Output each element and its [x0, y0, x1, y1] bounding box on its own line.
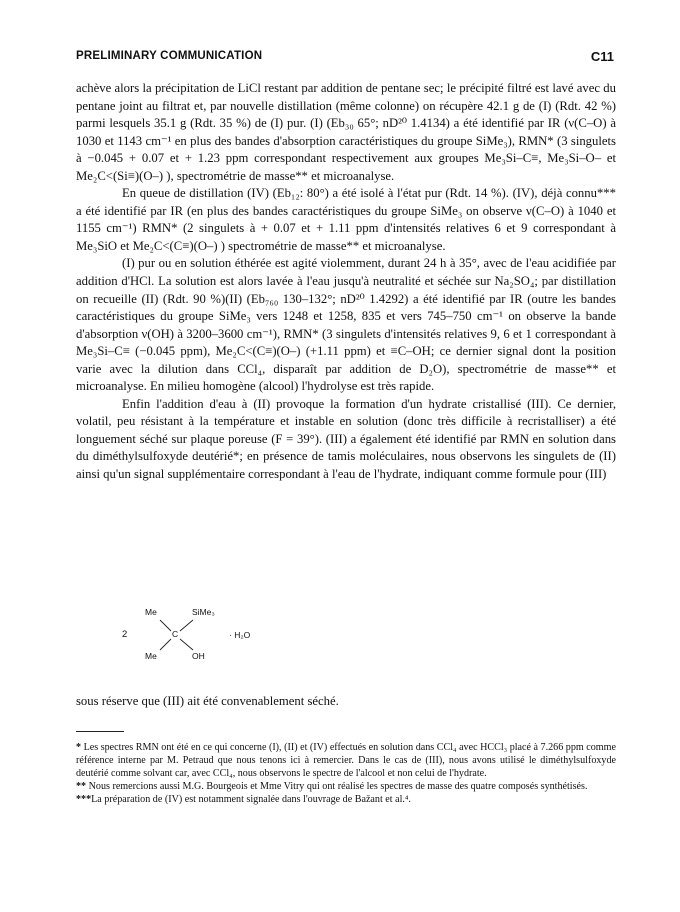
- footnote: [76, 793, 616, 806]
- page-header: [76, 50, 614, 68]
- formula-hydrate: · H₂O: [229, 630, 251, 640]
- formula-top-left: Me: [145, 607, 157, 617]
- paragraph-3: (I) pur ou en solution éthérée est agité violemment, durant 24 h à 35°, avec de l'eau acidifiée par addition d'HCl. La solution est alors lavée à l'eau jusqu'à neutralité et séchée sur Na₂SO₄; par distillation on recueille (II) (Rdt. 90 %)(II) (Eb₇₆₀ 130–132°; nD²⁰ 1.4292) a été identifié par IR (outre les bandes caractéristiques du groupe SiMe₃ vers 1248 et 1258, 835 et vers 745–750 cm⁻¹ on observe la bande d'absorption ν(OH) à 3200–3600 cm⁻¹), RMN* (3 singulets d'intensités relatives 9, 6 et 1 correspondant à Me₃Si–C≡ (−0.045 ppm), Me₂C<(C≡)(O–) (+1.11 ppm) et ≡C–OH; ce dernier signal dont la position varie avec la dilution dans CCl₄, disparaît par addition de D₂O), spectrométrie de masse** et microanalyse. En milieu homogène (alcool) l'hydrolyse est très rapide.: [76, 256, 616, 394]
- body-text: [76, 80, 616, 484]
- formula-top-right: SiMe₃: [192, 607, 215, 617]
- footnote-text: La préparation de (IV) est notamment signalée dans l'ouvrage de Bažant et al.⁴.: [91, 794, 411, 805]
- formula-bottom-right: OH: [192, 651, 205, 661]
- paragraph-2: En queue de distillation (IV) (Eb₁₂: 80°) a été isolé à l'état pur (Rdt. 14 %). (IV), déjà connu*** a été identifié par IR (en plus des bandes caractéristiques du groupe SiMe₃ on observe ν(C–O) à 1040 et 1155 cm⁻¹) RMN* (2 singulets à + 0.07 et + 1.11 ppm d'intensités relatives 6 et 9 correspondant à Me₃SiO et Me₂C<(C≡)(O–) ) spectrométrie de masse** et microanalyse.: [76, 186, 616, 253]
- footnote-mark: **: [76, 781, 87, 792]
- paragraph-1: achève alors la précipitation de LiCl restant par addition de pentane sec; le précipité filtré est lavé avec du pentane joint au filtrat et, par nouvelle distillation (même colonne) on récupère 42.1 g de (I) (Rdt. 42 %) parmi lesquels 35.1 g (Rdt. 35 %) de (I) pur. (I) (Eb₃₀ 65°; nD²⁰ 1.4134) a été identifié par IR (ν(C–O) à 1030 et 1143 cm⁻¹ en plus des bandes d'absorption caractéristiques du groupe SiMe₃), RMN* (3 singulets à −0.045 + 0.07 et + 1.23 ppm correspondant respectivement aux groupes Me₃Si–C≡, Me₃Si–O– et Me₂C<(Si≡)(O–) ), spectrométrie de masse** et microanalyse.: [76, 81, 616, 183]
- footnote-text: Les spectres RMN ont été en ce qui concerne (I), (II) et (IV) effectués en solution dans CCl₄ avec HCCl₃ placé à 7.266 ppm comme référence interne par M. Petraud que nous tenons ici à remercier. Dans le cas de (III), nous avons utilisé le diméthylsulfoxyde deutérié comme solvant car, avec CCl₄, nous observons le spectre de l'alcool et non celui de l'hydrate.: [76, 742, 616, 779]
- footnote: [76, 741, 616, 780]
- formula-center: C: [172, 629, 179, 639]
- footnotes: [76, 741, 616, 806]
- footnote-text: Nous remercions aussi M.G. Bourgeois et Mme Vitry qui ont réalisé les spectres de masse des quatre composés synthétisés.: [88, 781, 588, 792]
- closing-sentence: sous réserve que (III) ait été convenablement séché.: [76, 694, 339, 708]
- formula-coefficient: 2: [122, 629, 128, 640]
- running-head: PRELIMINARY COMMUNICATION: [76, 50, 263, 62]
- footnote-mark: *: [76, 742, 82, 753]
- page-number: C11: [590, 49, 614, 64]
- footnote-rule: [76, 731, 124, 732]
- footnote-mark: ***: [76, 794, 92, 805]
- paragraph-4: Enfin l'addition d'eau à (II) provoque la formation d'un hydrate cristallisé (III). Ce dernier, volatil, peu résistant à la température et instable en solution (donc très difficile à recristalliser) a été longuement séché sur plaque poreuse (F = 39°). (III) a également été identifié par RMN en solution dans du diméthylsulfoxyde deutérié*; en présence de tamis moléculaires, nous observons les singulets de (II) ainsi qu'un signal supplémentaire correspondant à l'eau de l'hydrate, indiquant comme formule pour (III): [76, 396, 616, 482]
- footnote: [76, 780, 616, 793]
- formula-bottom-left: Me: [145, 651, 157, 661]
- hydrate-structural-formula: [118, 606, 278, 666]
